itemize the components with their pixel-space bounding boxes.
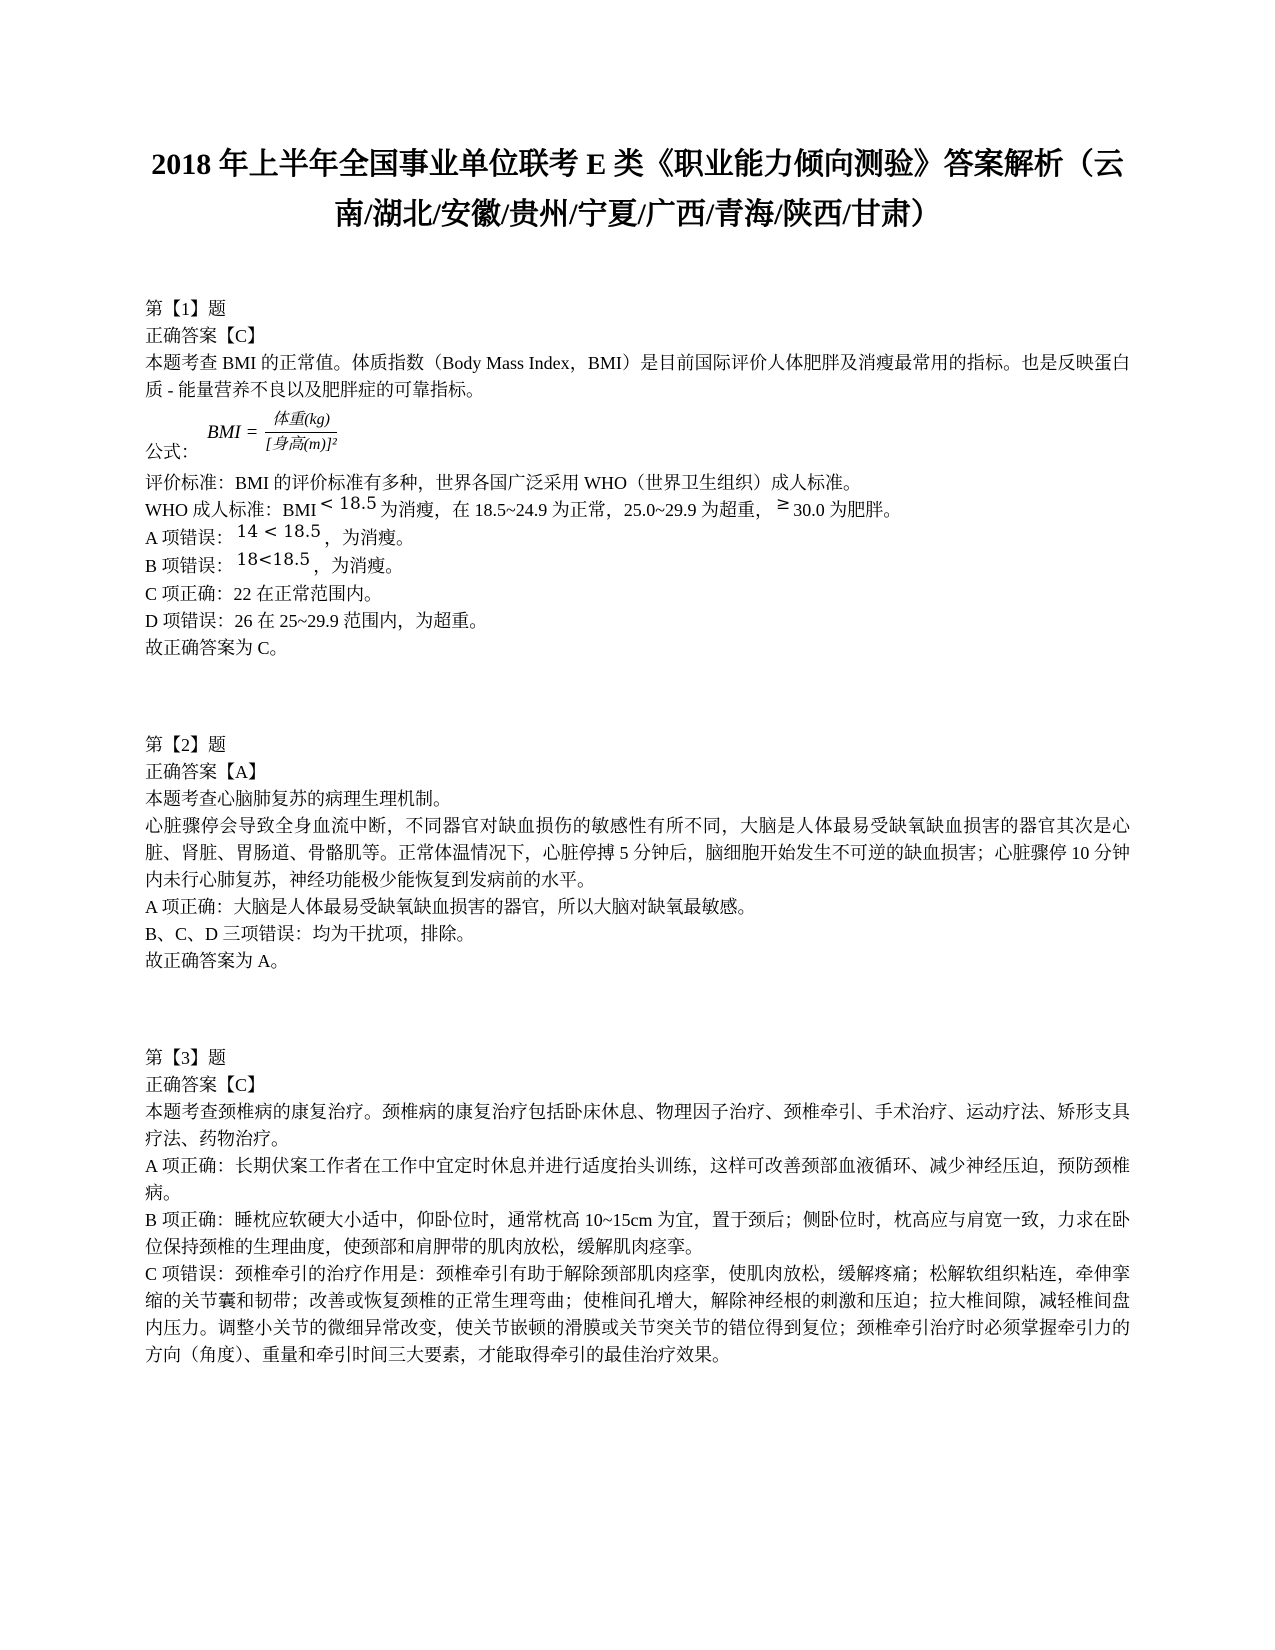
fraction-numerator: 体重(kg) xyxy=(272,411,330,428)
fraction-denominator: [身高(m)]² xyxy=(265,432,336,457)
text-run: ，为消瘦。 xyxy=(324,528,415,548)
formula-label: 公式： xyxy=(145,442,199,462)
answer-line: 正确答案【C】 xyxy=(145,1075,266,1095)
text-run: B 项错误： xyxy=(145,556,234,576)
paragraph: 本题考查 BMI 的正常值。体质指数（Body Mass Index，BMI）是目前国际评价人体肥胖及消瘦最常用的指标。也是反映蛋白质 - 能量营养不良以及肥胖症的可靠指标。 xyxy=(145,353,1130,400)
paragraph: 评价标准：BMI 的评价标准有多种，世界各国广泛采用 WHO（世界卫生组织）成人标准。 xyxy=(145,473,861,493)
formula-lhs: BMI = xyxy=(207,421,259,443)
paragraph: 心脏骤停会导致全身血流中断，不同器官对缺血损伤的敏感性有所不同，大脑是人体最易受缺氧缺血损害的器官其次是心脏、肾脏、胃肠道、骨骼肌等。正常体温情况下，心脏停搏 5 分钟后，脑细胞开始发生不可逆的缺血损害；心脏骤停 10 分钟内未行心肺复苏，神经功能极少能恢复到发病前的水平。 xyxy=(145,816,1130,890)
bmi-formula xyxy=(207,408,337,457)
paragraph: 故正确答案为 C。 xyxy=(145,638,288,658)
text-run: 30.0 为肥胖。 xyxy=(793,500,902,520)
formula-line xyxy=(145,406,1130,466)
paragraph: C 项正确：22 在正常范围内。 xyxy=(145,584,383,604)
paragraph: 本题考查颈椎病的康复治疗。颈椎病的康复治疗包括卧床休息、物理因子治疗、颈椎牵引、手术治疗、运动疗法、矫形支具疗法、药物治疗。 xyxy=(145,1102,1130,1149)
answer-line: 正确答案【C】 xyxy=(145,326,266,346)
paragraph: A 项正确：大脑是人体最易受缺氧缺血损害的器官，所以大脑对缺氧最敏感。 xyxy=(145,897,756,917)
paragraph xyxy=(145,494,1130,525)
question-heading: 第【2】题 xyxy=(145,735,226,755)
paragraph: D 项错误：26 在 25~29.9 范围内，为超重。 xyxy=(145,611,488,631)
paragraph: C 项错误：颈椎牵引的治疗作用是：颈椎牵引有助于解除颈部肌肉痉挛，使肌肉放松，缓解疼痛；松解软组织粘连，牵伸挛缩的关节囊和韧带；改善或恢复颈椎的正常生理弯曲；使椎间孔增大，解除神经根的刺激和压迫；拉大椎间隙，减轻椎间盘内压力。调整小关节的微细异常改变，使关节嵌顿的滑膜或关节突关节的错位得到复位；颈椎牵引治疗时必须掌握牵引力的方向（角度）、重量和牵引时间三大要素，才能取得牵引的最佳治疗效果。 xyxy=(145,1264,1130,1365)
text-run: ，为消瘦。 xyxy=(313,556,404,576)
paragraph: B 项正确：睡枕应软硬大小适中，仰卧位时，通常枕高 10~15cm 为宜，置于颈后；侧卧位时，枕高应与肩宽一致，力求在卧位保持颈椎的生理曲度，使颈部和肩胛带的肌肉放松，缓解肌肉痉挛。 xyxy=(145,1210,1130,1257)
paragraph: 本题考查心脑肺复苏的病理生理机制。 xyxy=(145,789,451,809)
formula-fraction xyxy=(265,408,336,457)
paragraph xyxy=(145,522,1130,553)
text-run: A 项错误： xyxy=(145,528,234,548)
question-heading: 第【3】题 xyxy=(145,1048,226,1068)
questions-list xyxy=(145,296,1130,1369)
paragraph: 故正确答案为 A。 xyxy=(145,951,289,971)
question-block-3 xyxy=(145,1045,1130,1369)
question-block-2 xyxy=(145,732,1130,975)
inline-math: 14 < 18.5 xyxy=(236,522,322,542)
paragraph xyxy=(145,550,1130,581)
paragraph: B、C、D 三项错误：均为干扰项，排除。 xyxy=(145,924,475,944)
inline-math: 18<18.5 xyxy=(236,550,311,570)
inline-math: < 18.5 xyxy=(319,494,377,514)
inline-math: ≥ xyxy=(775,494,791,514)
paragraph: A 项正确：长期伏案工作者在工作中宜定时休息并进行适度抬头训练，这样可改善颈部血液循环、减少神经压迫，预防颈椎病。 xyxy=(145,1156,1130,1203)
text-run: 为消瘦，在 18.5~24.9 为正常，25.0~29.9 为超重， xyxy=(380,500,773,520)
question-block-1 xyxy=(145,296,1130,662)
question-heading: 第【1】题 xyxy=(145,299,226,319)
text-run: WHO 成人标准：BMI xyxy=(145,500,317,520)
answer-line: 正确答案【A】 xyxy=(145,762,266,782)
document-title: 2018 年上半年全国事业单位联考 E 类《职业能力倾向测验》答案解析（云南/湖北/安徽/贵州/宁夏/广西/青海/陕西/甘肃） xyxy=(151,148,1124,231)
